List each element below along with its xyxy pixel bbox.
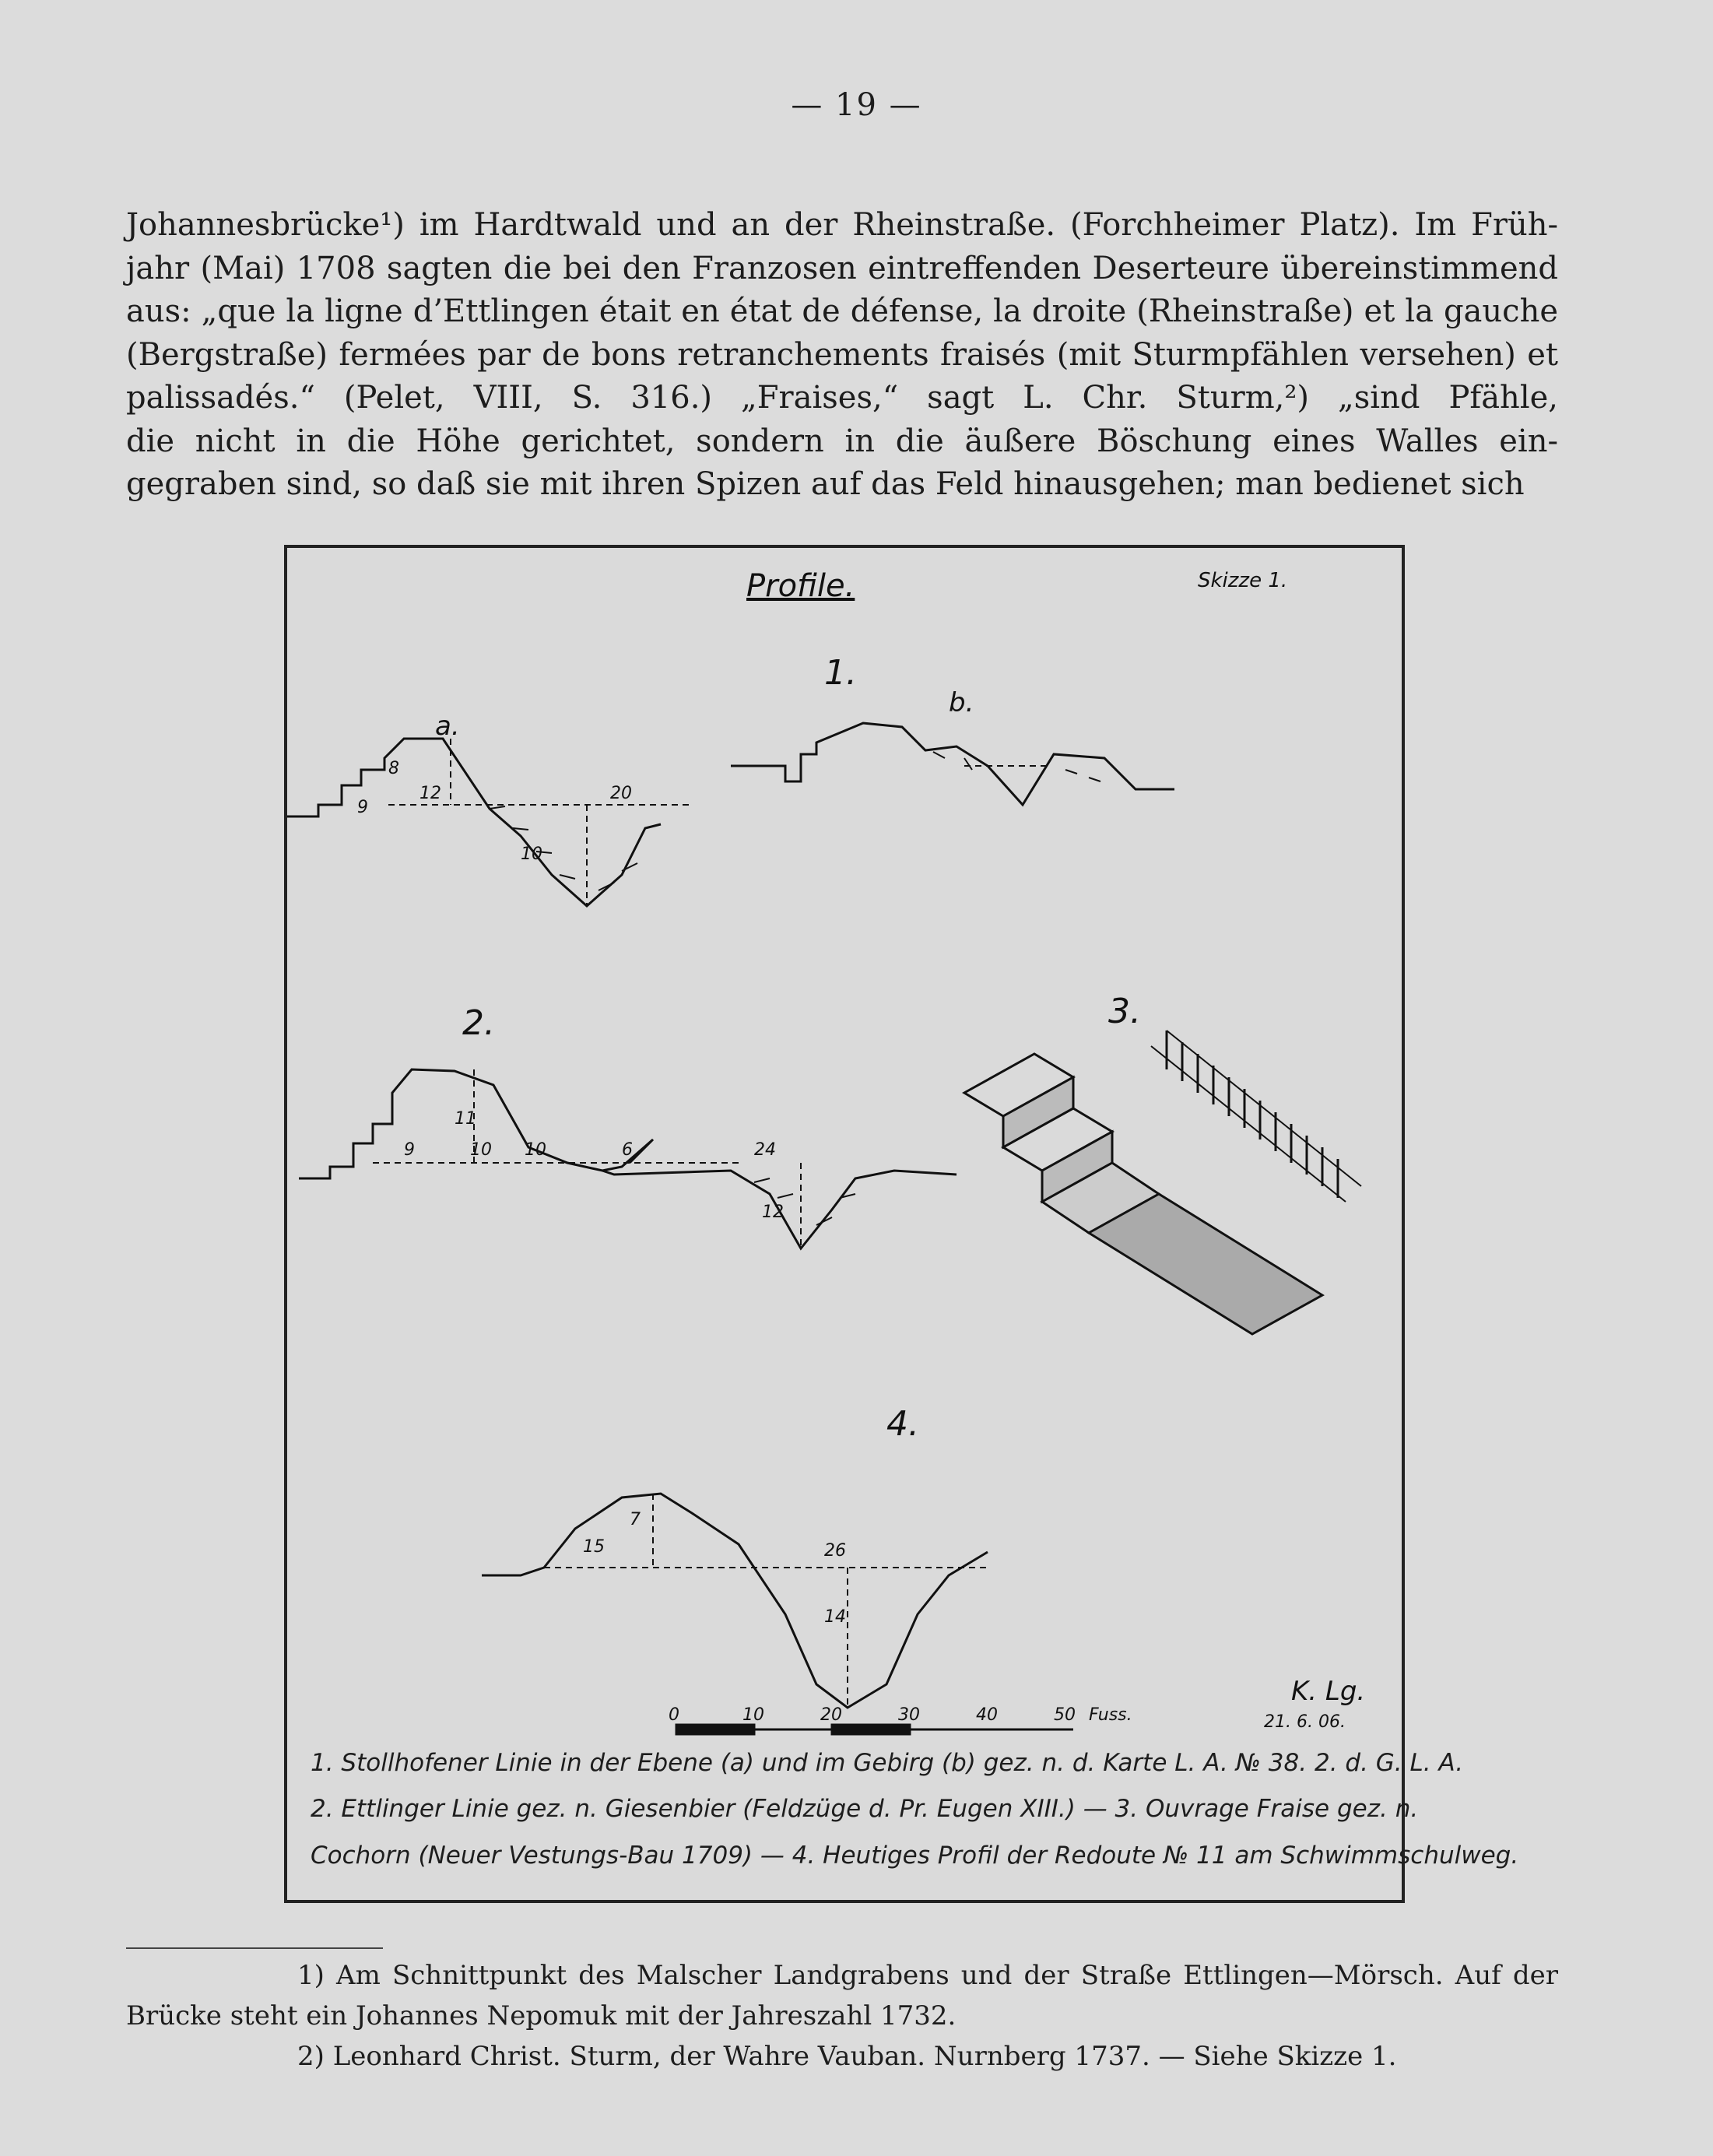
dimension-label: 12 <box>762 1203 784 1222</box>
dimension-label: 10 <box>521 844 542 864</box>
dimension-label: 7 <box>630 1510 641 1529</box>
dimension-label: 24 <box>754 1140 776 1160</box>
profile-3 <box>964 1031 1361 1334</box>
text-line: palissadés.“ (Pelet, VIII, S. 316.) „Fraises,“ sagt L. Chr. Sturm,²) „sind Pfähle, <box>126 380 1558 416</box>
profile-4 <box>482 1494 988 1708</box>
footnote: 1) Am Schnittpunkt des Malscher Landgrabens und der Straße Ettlingen—Mörsch. Auf der <box>297 1960 1558 1991</box>
dimension-label: 11 <box>455 1109 476 1129</box>
dimension-label: 26 <box>824 1541 846 1561</box>
profile-label: 2. <box>462 1003 495 1043</box>
scale-tick: 10 <box>742 1705 764 1725</box>
dimension-label: 10 <box>525 1140 546 1160</box>
scale-bar <box>676 1725 1073 1734</box>
dimension-label: 10 <box>470 1140 492 1160</box>
profile-1b <box>731 723 1174 805</box>
profile-drawings <box>287 548 1519 1906</box>
profile-label: 4. <box>886 1404 919 1444</box>
signature-date: 21. 6. 06. <box>1264 1712 1346 1732</box>
text-line: Johannesbrücke¹) im Hardtwald und an der Rheinstraße. (Forchheimer Platz). Im Früh- <box>126 207 1558 243</box>
body-text <box>126 204 1558 507</box>
profile-1a <box>287 739 692 906</box>
profile-label: 3. <box>1108 992 1141 1031</box>
page-number: — 19 — <box>791 87 922 123</box>
sketch-figure <box>284 545 1519 1903</box>
scale-tick: 50 <box>1054 1705 1076 1725</box>
text-line: jahr (Mai) 1708 sagten die bei den Franzosen eintreffenden Deserteure übereinstimmend <box>126 250 1558 286</box>
footnote: Brücke steht ein Johannes Nepomuk mit der Jahreszahl 1732. <box>126 2000 957 2031</box>
sketch-label: Skizze 1. <box>1198 569 1288 592</box>
text-line: gegraben sind, so daß sie mit ihren Spizen auf das Feld hinausgehen; man bedienet sich <box>126 466 1525 502</box>
signature: K. Lg. <box>1291 1676 1366 1707</box>
scale-tick: 40 <box>976 1705 998 1725</box>
scale-tick: 30 <box>898 1705 920 1725</box>
text-line: aus: „que la ligne d’Ettlingen était en état de défense, la droite (Rheinstraße) et la gauche <box>126 293 1558 329</box>
dimension-label: 15 <box>583 1537 605 1557</box>
profile-label: 1. <box>824 653 857 693</box>
figure-title: Profile. <box>746 568 855 604</box>
dimension-label: 8 <box>388 759 399 778</box>
dimension-label: 20 <box>610 784 632 803</box>
text-line: (Bergstraße) fermées par de bons retranchements fraisés (mit Sturmpfählen versehen) et <box>126 336 1558 373</box>
dimension-label: 14 <box>824 1607 846 1627</box>
scale-unit: Fuss. <box>1089 1705 1132 1725</box>
text-line: die nicht in die Höhe gerichtet, sondern in die äußere Böschung eines Walles ein- <box>126 423 1558 459</box>
profile-sublabel: a. <box>435 711 460 742</box>
scale-tick: 0 <box>669 1705 679 1725</box>
footnote: 2) Leonhard Christ. Sturm, der Wahre Vauban. Nurnberg 1737. — Siehe Skizze 1. <box>297 2041 1397 2072</box>
profile-sublabel: b. <box>949 687 974 718</box>
scale-tick: 20 <box>820 1705 842 1725</box>
figure-caption-line: 1. Stollhofener Linie in der Ebene (a) und im Gebirg (b) gez. n. d. Karte L. A. № 38. 2. d. G. L. A. <box>311 1749 1464 1777</box>
dimension-label: 9 <box>357 798 368 817</box>
dimension-label: 9 <box>404 1140 415 1160</box>
figure-caption-line: Cochorn (Neuer Vestungs-Bau 1709) — 4. Heutiges Profil der Redoute № 11 am Schwimmschulweg. <box>311 1842 1519 1870</box>
figure-caption-line: 2. Ettlinger Linie gez. n. Giesenbier (Feldzüge d. Pr. Eugen XIII.) — 3. Ouvrage Fraise gez. n. <box>311 1795 1419 1823</box>
footnote-rule <box>126 1947 383 1949</box>
dimension-label: 6 <box>622 1140 633 1160</box>
dimension-label: 12 <box>419 784 441 803</box>
footnotes <box>126 1955 1558 2077</box>
